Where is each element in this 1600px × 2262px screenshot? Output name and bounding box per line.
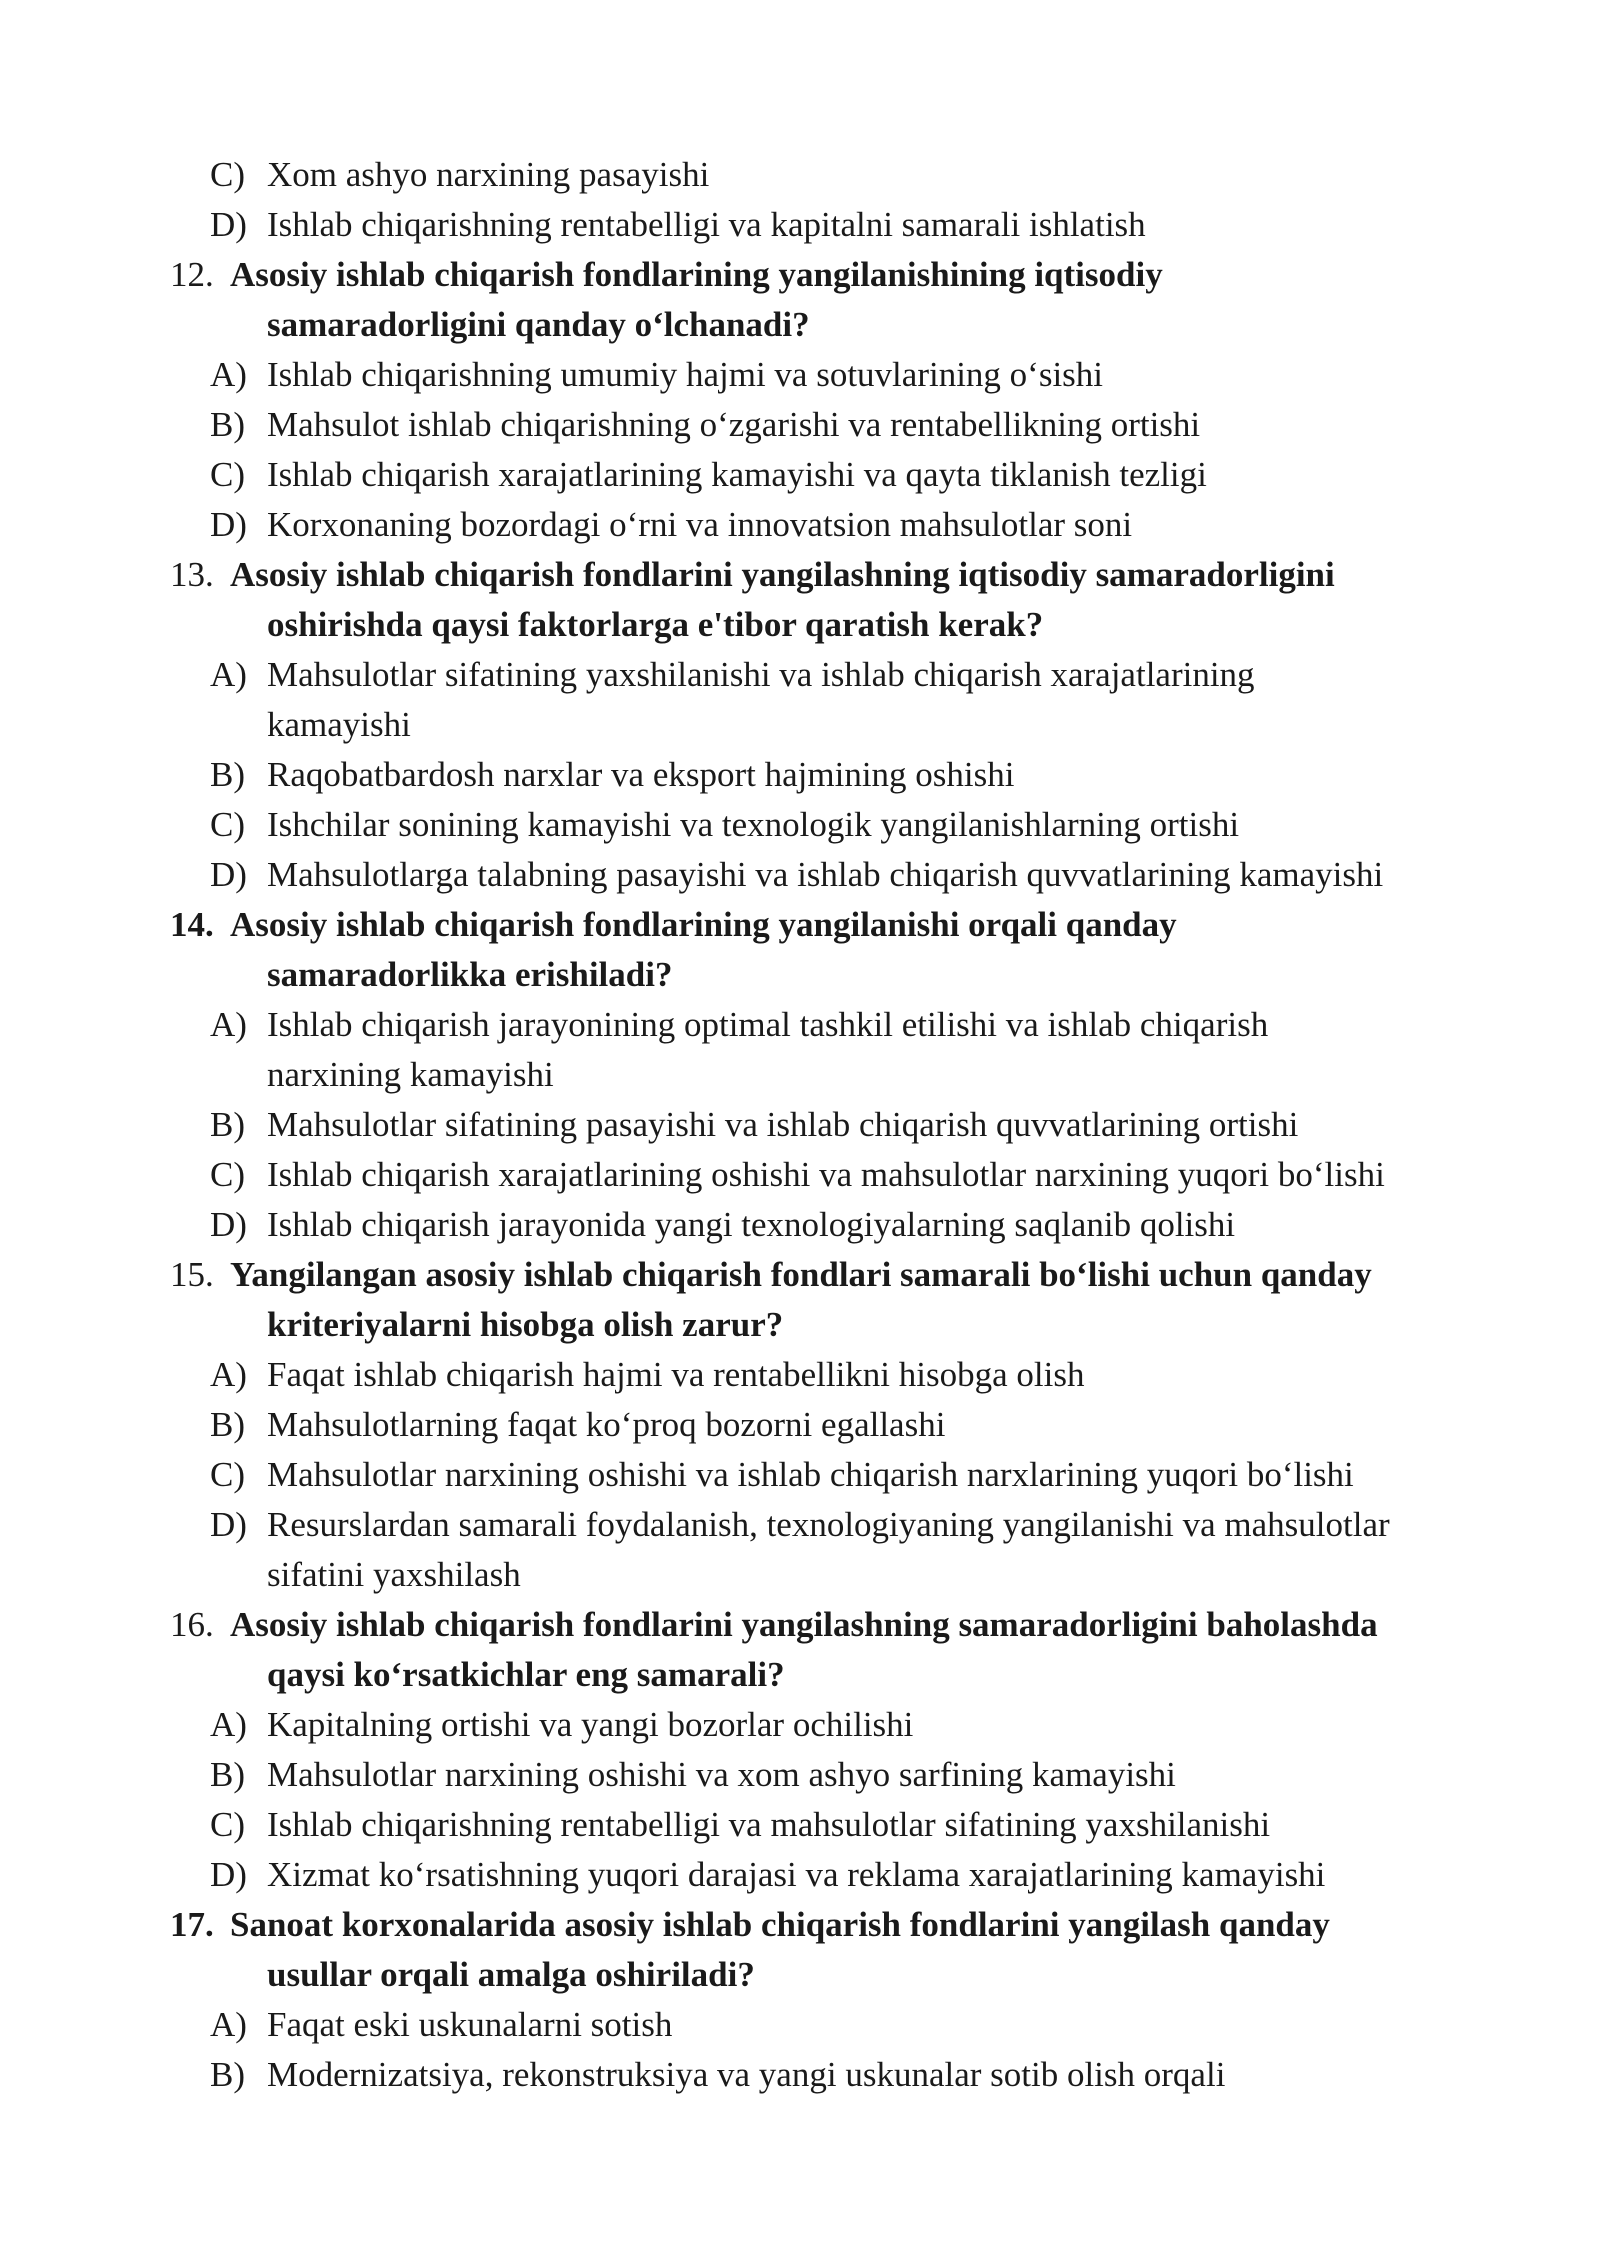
option-line [0, 1700, 1600, 1750]
question-text: Asosiy ishlab chiqarish fondlarining yangilanishining iqtisodiy [230, 255, 1163, 294]
option-letter: C) [210, 455, 245, 494]
question-block [0, 900, 1600, 1250]
question-number: 14. [170, 905, 214, 944]
option-line [0, 1100, 1600, 1150]
option-line [0, 1000, 1600, 1050]
option-text: Korxonaning bozordagi o‘rni va innovatsion mahsulotlar soni [267, 505, 1133, 544]
option-line [0, 1350, 1600, 1400]
option-letter: A) [210, 1355, 247, 1394]
option-text: Ishchilar sonining kamayishi va texnologik yangilanishlarning ortishi [267, 805, 1240, 844]
option-text: Xizmat ko‘rsatishning yuqori darajasi va reklama xarajatlarining kamayishi [267, 1855, 1326, 1894]
option-line [0, 1400, 1600, 1450]
question-number: 13. [170, 555, 214, 594]
option-line [0, 800, 1600, 850]
option-line [0, 350, 1600, 400]
option-line [0, 850, 1600, 900]
option-line [0, 1050, 1600, 1100]
option-text: Ishlab chiqarishning rentabelligi va kapitalni samarali ishlatish [267, 205, 1146, 244]
option-text: Ishlab chiqarishning umumiy hajmi va sotuvlarining o‘sishi [267, 355, 1104, 394]
question-text: Yangilangan asosiy ishlab chiqarish fondlari samarali bo‘lishi uchun qanday [230, 1255, 1372, 1294]
question-line [0, 1600, 1600, 1650]
question-text-continued: samaradorlikka erishiladi? [267, 955, 673, 994]
question-line [0, 1250, 1600, 1300]
answer-options [0, 650, 1600, 900]
option-letter: C) [210, 1455, 245, 1494]
question-line [0, 250, 1600, 300]
option-line [0, 400, 1600, 450]
option-letter: D) [210, 1855, 247, 1894]
option-text: Faqat eski uskunalarni sotish [267, 2005, 673, 2044]
question-line [0, 550, 1600, 600]
question-line [0, 950, 1600, 1000]
option-text: Mahsulotlar sifatining pasayishi va ishlab chiqarish quvvatlarining ortishi [267, 1105, 1299, 1144]
option-letter: D) [210, 855, 247, 894]
option-line [0, 150, 1600, 200]
question-text-continued: samaradorligini qanday o‘lchanadi? [267, 305, 810, 344]
question-line [0, 1300, 1600, 1350]
option-text: Ishlab chiqarishning rentabelligi va mahsulotlar sifatining yaxshilanishi [267, 1805, 1271, 1844]
option-text: Ishlab chiqarish xarajatlarining kamayishi va qayta tiklanish tezligi [267, 455, 1207, 494]
option-letter: D) [210, 205, 247, 244]
option-line [0, 500, 1600, 550]
question-text: Asosiy ishlab chiqarish fondlarini yangilashning samaradorligini baholashda [230, 1605, 1378, 1644]
option-text: Resurslardan samarali foydalanish, texnologiyaning yangilanishi va mahsulotlar [267, 1505, 1390, 1544]
option-letter: A) [210, 1005, 247, 1044]
option-line [0, 200, 1600, 250]
question-number: 16. [170, 1605, 214, 1644]
answer-options [0, 1700, 1600, 1900]
option-line [0, 450, 1600, 500]
option-text: Ishlab chiqarish jarayonida yangi texnologiyalarning saqlanib qolishi [267, 1205, 1236, 1244]
answer-options [0, 2000, 1600, 2100]
option-line [0, 700, 1600, 750]
option-line [0, 750, 1600, 800]
question-block [0, 1250, 1600, 1600]
option-text: Raqobatbardosh narxlar va eksport hajmining oshishi [267, 755, 1015, 794]
option-letter: B) [210, 1755, 245, 1794]
question-text: Sanoat korxonalarida asosiy ishlab chiqarish fondlarini yangilash qanday [230, 1905, 1330, 1944]
option-line [0, 1200, 1600, 1250]
option-text: Mahsulotlar sifatining yaxshilanishi va ishlab chiqarish xarajatlarining [267, 655, 1255, 694]
option-line [0, 1850, 1600, 1900]
question-line [0, 600, 1600, 650]
answer-options [0, 1350, 1600, 1600]
option-letter: B) [210, 1405, 245, 1444]
option-line [0, 1150, 1600, 1200]
document-page [0, 150, 1600, 2100]
option-letter: B) [210, 2055, 245, 2094]
option-line [0, 1500, 1600, 1550]
option-text: Mahsulotlarning faqat ko‘proq bozorni egallashi [267, 1405, 946, 1444]
option-letter: B) [210, 405, 245, 444]
question-block [0, 550, 1600, 900]
option-text: Xom ashyo narxining pasayishi [267, 155, 710, 194]
option-letter: B) [210, 755, 245, 794]
option-line [0, 1750, 1600, 1800]
option-letter: C) [210, 1155, 245, 1194]
question-text-continued: qaysi ko‘rsatkichlar eng samarali? [267, 1655, 785, 1694]
option-text: Mahsulotlarga talabning pasayishi va ishlab chiqarish quvvatlarining kamayishi [267, 855, 1384, 894]
option-line [0, 2050, 1600, 2100]
question-text-continued: kriteriyalarni hisobga olish zarur? [267, 1305, 784, 1344]
option-line [0, 2000, 1600, 2050]
question-number: 17. [170, 1905, 214, 1944]
option-text: Faqat ishlab chiqarish hajmi va rentabellikni hisobga olish [267, 1355, 1085, 1394]
option-text-continued: kamayishi [267, 705, 411, 744]
option-line [0, 1550, 1600, 1600]
option-text-continued: narxining kamayishi [267, 1055, 554, 1094]
leading-options [0, 150, 1600, 250]
option-letter: D) [210, 1205, 247, 1244]
question-text-continued: usullar orqali amalga oshiriladi? [267, 1955, 755, 1994]
question-line [0, 300, 1600, 350]
option-letter: B) [210, 1105, 245, 1144]
question-text: Asosiy ishlab chiqarish fondlarini yangilashning iqtisodiy samaradorligini [230, 555, 1335, 594]
option-letter: C) [210, 805, 245, 844]
question-block [0, 1900, 1600, 2100]
option-text: Modernizatsiya, rekonstruksiya va yangi uskunalar sotib olish orqali [267, 2055, 1226, 2094]
question-block [0, 250, 1600, 550]
option-text: Ishlab chiqarish xarajatlarining oshishi va mahsulotlar narxining yuqori bo‘lishi [267, 1155, 1385, 1194]
option-text: Mahsulotlar narxining oshishi va ishlab chiqarish narxlarining yuqori bo‘lishi [267, 1455, 1354, 1494]
option-letter: A) [210, 2005, 247, 2044]
option-letter: A) [210, 355, 247, 394]
option-text: Kapitalning ortishi va yangi bozorlar ochilishi [267, 1705, 914, 1744]
option-letter: A) [210, 1705, 247, 1744]
option-letter: C) [210, 155, 245, 194]
option-letter: C) [210, 1805, 245, 1844]
option-text: Mahsulotlar narxining oshishi va xom ashyo sarfining kamayishi [267, 1755, 1176, 1794]
option-letter: D) [210, 505, 247, 544]
question-line [0, 900, 1600, 950]
option-letter: A) [210, 655, 247, 694]
option-line [0, 1450, 1600, 1500]
option-text-continued: sifatini yaxshilash [267, 1555, 521, 1594]
option-line [0, 1800, 1600, 1850]
answer-options [0, 1000, 1600, 1250]
question-line [0, 1650, 1600, 1700]
question-line [0, 1950, 1600, 2000]
option-text: Ishlab chiqarish jarayonining optimal tashkil etilishi va ishlab chiqarish [267, 1005, 1269, 1044]
option-text: Mahsulot ishlab chiqarishning o‘zgarishi va rentabellikning ortishi [267, 405, 1201, 444]
question-text: Asosiy ishlab chiqarish fondlarining yangilanishi orqali qanday [230, 905, 1177, 944]
answer-options [0, 350, 1600, 550]
question-block [0, 1600, 1600, 1900]
question-text-continued: oshirishda qaysi faktorlarga e'tibor qaratish kerak? [267, 605, 1044, 644]
question-number: 12. [170, 255, 214, 294]
question-number: 15. [170, 1255, 214, 1294]
option-letter: D) [210, 1505, 247, 1544]
option-line [0, 650, 1600, 700]
question-line [0, 1900, 1600, 1950]
